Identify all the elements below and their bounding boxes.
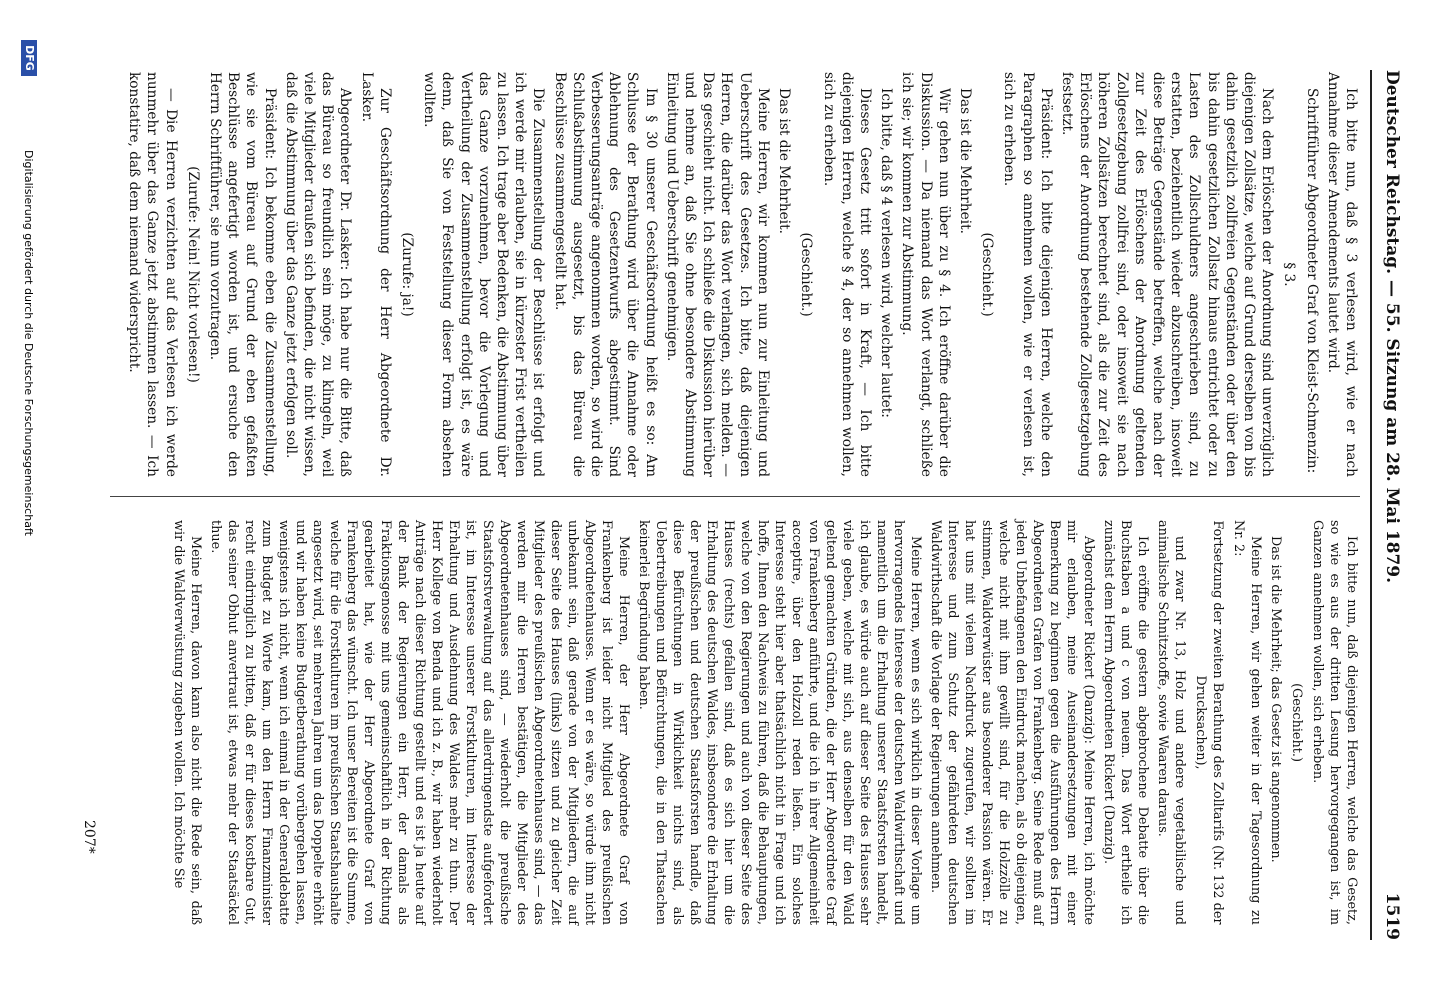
paragraph: Ich bitte nun, daß § 3 verlesen wird, wie er nach Annahme dieser Amendements lautet wird.: [1324, 72, 1359, 477]
paragraph: Im § 30 unserer Geschäftsordnung heißt es so: Am Schlusse der Berathung wird über die Annahme oder Ablehnung des Gesetzentwurfs abgestimmt. Sind Verbesserungsanträge angenommen worden, so wird die Schlußabstimmung ausgesetzt, bis das Büreau die Beschlüsse zusammengestellt hat.: [551, 72, 659, 477]
centered-line: § 3.: [1281, 262, 1298, 287]
digitization-notice: [17, 0, 37, 1000]
paragraph: Dieses Gesetz tritt sofort in Kraft, — Ich bitte diejenigen Herren, welche § 4, der so annehmen wollen, sich zu erheben.: [820, 72, 873, 477]
paragraph: — Die Herren verzichten auf das Verlesen ich werde nunmehr über das Ganze jetzt abstimmen lassen. — Ich konstatire, daß dem niemand widerspricht.: [126, 72, 179, 477]
paragraph: Ich bitte, daß § 4 verlesen wird, welcher lautet:: [878, 88, 895, 418]
paragraph: Ich eröffne die gestern abgebrochene Debatte über die Buchstaben a und c von neuem. Das Wort ertheile ich zunächst dem Herrn Abgeordneten Rickert (Danzig).: [1101, 520, 1150, 925]
paragraph: Meine Herren, davon kann also nicht die Rede sein, daß wir die Waldverwüstung zugeben wollen. Ich möchte Sie: [171, 520, 203, 925]
paragraph: Präsident: Ich bekomme eben die Zusammenstellung, wie sie vom Büreau auf Grund der eben gefaßten Beschlüsse angefertigt worden ist, und ersuche den Herrn Schriftführer, sie nun vorzutragen.: [207, 72, 278, 477]
paragraph: Wir gehen nun über zu § 4. Ich eröffne darüber die Diskussion. — Da niemand das Wort verlangt, schließe ich sie; wir kommen zur Abstimmung.: [899, 72, 952, 477]
centered-line: (Geschieht.): [979, 232, 996, 317]
right-column: [167, 520, 1360, 925]
centered-line: (Geschieht.): [798, 232, 815, 317]
dfg-logo: DFG: [21, 40, 37, 76]
running-header: Deutscher Reichstag. — 55. Sitzung am 28. Mai 1879.: [1382, 70, 1402, 584]
paragraph: Abgeordneter Dr. Lasker: Ich habe nur die Bitte, daß das Büreau so freundlich sein möge, zu klingeln, weil viele Mitglieder draußen sich befinden, die nicht wissen, daß die Abstimmung über das Ganze jetzt erfolgen soll.: [282, 72, 354, 477]
centered-line: (Zurufe: ja!): [399, 232, 416, 317]
paragraph: Meine Herren, der Herr Abgeordnete Graf von Frankenberg ist leider nicht Mitglied des preußischen Abgeordnetenhauses. Wenn er es wäre, so würde ihm nicht unbekannt sein, daß gerade von der Mitgliedern, die auf dieser Seite des Hauses (links) sitzen und zu gleicher Zeit Mitglieder des preußischen Abgeordnetenhauses sind, — das werden mir die Herren bestätigen, die Mitglieder des Abgeordnetenhauses sind, — wiederholt die preußische Staatsforstverwaltung auf das allerdringendste aufgefordert ist, im Interesse unserer Forstkulturen, im Interesse der Erhaltung und Ausdehnung des Waldes mehr zu thun. Der Herr Kollege von Benda und ich z. B., wir haben wiederholt Anträge nach dieser Richtung gestellt und es ist ja heute auf der Bank der Regierungen ein Herr, der damals als Fraktionsgenosse mit uns gemeinschaftlich in der Richtung gearbeitet hat, wie der Herr Abgeordnete Graf von Frankenberg das wünscht. Ich unser Bereiten ist die Summe, welche für die Forstkulturen im preußischen Staatshaushalte angesetzt wird, seit mehreren Jahren um das Doppelte erhöht und wir haben keine Budgetberathung vorübergehen lassen, wenigstens ich nicht, wenn ich einmal in der Generaldebatte zum Budget zu Worte kam, um den Herrn Finanzminister recht eindringlich zu bitten, daß er für dieses kostbare Gut, das seiner Obhut anvertraut ist, etwas mehr der Staatsäckel thue.: [208, 520, 631, 925]
header-rule: [1370, 70, 1372, 940]
paragraph: Das ist die Mehrheit.: [776, 88, 793, 234]
dfg-notice-text: Digitalisierung gefördert durch die Deutsche Forschungsgemeinschaft: [22, 150, 35, 536]
page-header: [1376, 0, 1402, 1000]
paragraph: Meine Herren, wenn es sich wirklich in dieser Vorlage um hervorragendes Interesse der deutschen Waldwirthschaft und namentlich um die Erhaltung unserer Staatsforsten handelt, ich glaube, es würde auch auf dieser Seite des Hauses sehr viele geben, welche mit sich, aus denselben für den Wald geltend gemachten Gründen, die der Herr Abgeordnete Graf von Frankenberg anführte, und die ich in ihrer Allgemeinheit acceptire, über den Holzzoll reden ließen. Ein solches Interesse steht hier aber thatsächlich nicht in Frage und ich hoffe, Ihnen den Nachweis zu führen, daß die Behauptungen, welche von den Regierungen und auch von dieser Seite des Hauses (rechts) gefallen sind, daß es sich hier um die Erhaltung des deutschen Waldes, insbesondere die Erhaltung der preußischen und deutschen Staatsforsten handle, daß diese Befürchtungen in Wirklichkeit nichts sind, als Uebertreibungen und Befürchtungen, die in den Thatsachen keinerlei Begründung haben.: [636, 520, 923, 925]
centered-line: Fortsetzung der zweiten Berathung des Zolltarifs (Nr. 132 der Drucksachen),: [1193, 520, 1225, 925]
page-number: 1519: [1382, 892, 1402, 940]
paragraph: Zur Geschäftsordnung der Herr Abgeordnete Dr. Lasker.: [358, 72, 393, 477]
left-column: [122, 72, 1360, 477]
paragraph: Nach dem Erlöschen der Anordnung sind unverzüglich diejenigen Zollsätze, welche auf Grund derselben von bis dahin gesetzlich zollfreien Gegenständen oder über den bis dahin gesetzlichen Zollsatz hinaus entrichtet oder zu Lasten des Zollschuldners angeschrieben sind, zu erstatten, beziehentlich wieder abzuschreiben, insoweit diese Beträge Gegenstände betreffen, welche nach der zur Zeit des Erlöschens der Anordnung geltenden Zollgesetzgebung zollfrei sind, oder insoweit sie nach höheren Zollsätzen berechnet sind, als die zur Zeit des Erlöschens der Anordnung bestehende Zollgesetzgebung festsetzt.: [1058, 72, 1276, 477]
paragraph: Abgeordneter Rickert (Danzig): Meine Herren, ich möchte mir erlauben, meine Auseinandersetzungen mit einer Bemerkung zu beginnen gegen die Ausführungen des Herrn Abgeordneten Grafen von Frankenberg. Seine Rede muß auf jeden Unbefangenen den Eindruck machen, als ob diejenigen, welche nicht mit ihm gewillt sind, für die Holzzölle zu stimmen, Waldverwüster aus besonderer Passion wären. Er hat uns mit vielem Nachdruck zugerufen, wir sollten im Interesse und zum Schutz der gefährdeten deutschen Waldwirthschaft die Vorlage der Regierungen annehmen.: [928, 520, 1096, 925]
paragraph: und zwar Nr. 13, Holz und andere vegetabilische und animalische Schnitzstoffe, sowie Waaren daraus.: [1155, 520, 1187, 925]
signature-mark: 207*: [81, 820, 97, 854]
paragraph: Meine Herren, wir gehen weiter in der Tagesordnung zu Nr. 2:: [1231, 520, 1263, 925]
paragraph: Das ist die Mehrheit.: [956, 88, 973, 234]
column-divider: [110, 496, 1360, 497]
paragraph: Präsident: Ich bitte diejenigen Herren, welche den Paragraphen so annehmen wollen, wie er verlesen ist, sich zu erheben.: [1001, 72, 1054, 477]
paragraph: Ich bitte nun, daß diejenigen Herren, welche das Gesetz, so wie es aus der dritten Lesung hervorgegangen ist, im Ganzen annehmen wollen, sich erheben.: [1310, 520, 1359, 925]
paragraph: Schriftführer Abgeordneter Graf von Kleist-Schmenzin:: [1303, 88, 1320, 474]
paragraph: Das ist die Mehrheit; das Gesetz ist angenommen.: [1268, 536, 1283, 863]
centered-line: (Geschieht.): [1289, 683, 1304, 762]
document-page: [22, 0, 1432, 1000]
paragraph: Die Zusammenstellung der Beschlüsse ist erfolgt und ich werde mir erlauben, sie in kürzester Frist vertheilen zu lassen. Ich trage aber Bedenken, die Abstimmung über das Ganze vorzunehmen, bevor die Vorlegung und Vertheilung der Zusammenstellung erfolgt ist, es wäre denn, daß Sie von Feststellung dieser Form absehen wollten.: [421, 72, 547, 477]
paragraph: Meine Herren, wir kommen nun zur Einleitung und Ueberschrift des Gesetzes. Ich bitte, daß diejenigen Herren, die darüber das Wort verlangen, sich melden. — Das geschieht nicht. Ich schließe die Diskussion hierüber und nehme an, daß Sie ohne besondere Abstimmung Einleitung und Ueberschrift genehmigen.: [663, 72, 771, 477]
centered-line: (Zurufe: Nein! Nicht vorlesen!): [184, 166, 201, 383]
